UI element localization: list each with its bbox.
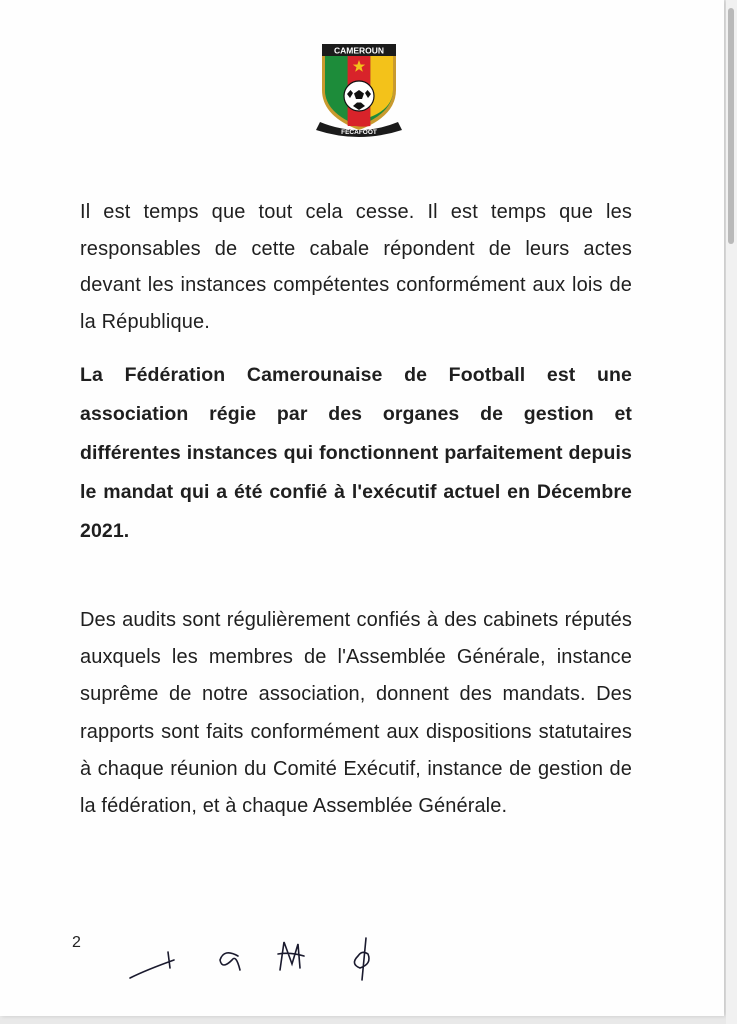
signatures [128,930,398,990]
paragraph-3: Des audits sont régulièrement confiés à des cabinets réputés auxquels les membres de l'Assemblée Générale, instance suprême de notre association, donnent des mandats. Des rapports sont faits conformément aux dispositions statutaires à chaque réunion du Comité Exécutif, instance de gestion de la fédération, et à chaque Assemblée Générale. [80,609,632,818]
logo-bottom-text: FECAFOOT [341,129,377,136]
page-number: 2 [72,934,81,951]
fecafoot-logo [314,38,404,138]
logo-top-text: CAMEROUN [333,45,385,56]
scrollbar-thumb[interactable] [728,8,734,244]
paragraph-1: Il est temps que tout cela cesse. Il est temps que les responsables de cette cabale répondent de leurs actes devant les instances compétentes conformément aux lois de la République. [80,201,632,333]
paragraph-2: La Fédération Camerounaise de Football est une association régie par des organes de gestion et différentes instances qui fonctionnent parfaitement depuis le mandat qui a été confié à l'exécutif actuel en Décembre 2021. [80,364,632,542]
